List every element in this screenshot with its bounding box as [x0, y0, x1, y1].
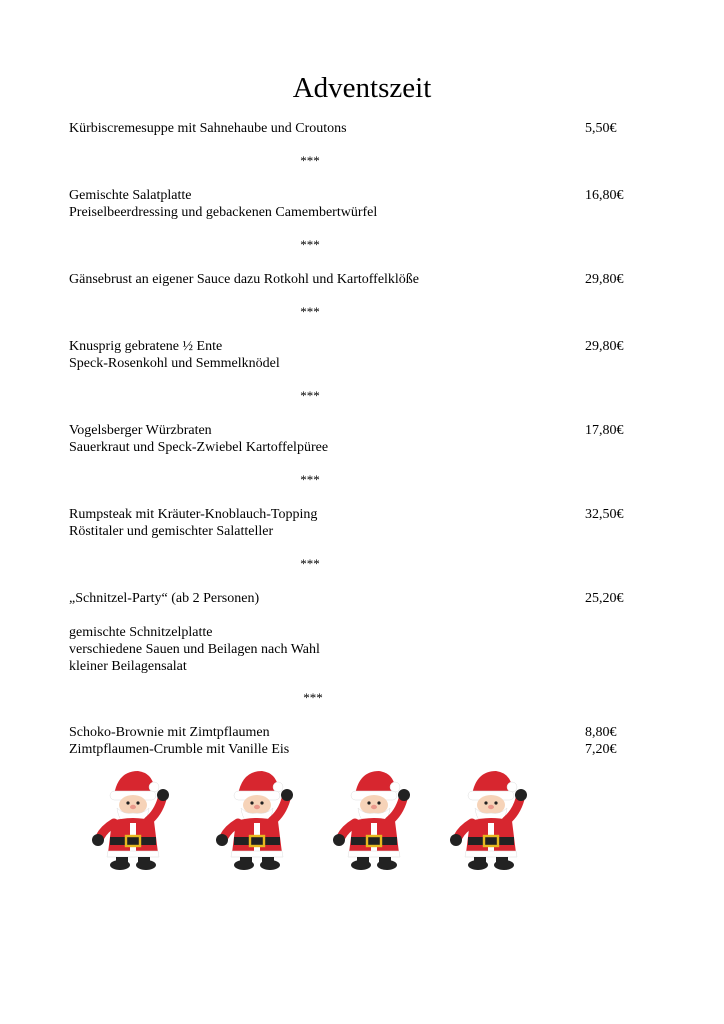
menu-item-name: Gemischte Salatplatte	[69, 188, 192, 203]
menu-item-description: Preiselbeerdressing und gebackenen Camembertwürfel	[69, 205, 378, 220]
separator: ***	[303, 690, 323, 705]
menu-item-price: 17,80€	[585, 423, 624, 438]
menu-item-price: 5,50€	[585, 121, 617, 136]
dessert-price: 7,20€	[585, 742, 617, 757]
santa-icon	[86, 765, 176, 871]
menu-item-description: Sauerkraut und Speck-Zwiebel Kartoffelpüree	[69, 440, 329, 455]
menu-item-price: 29,80€	[585, 272, 624, 287]
menu-title: Adventszeit	[292, 72, 432, 104]
menu-item-name: Kürbiscremesuppe mit Sahnehaube und Croutons	[69, 121, 347, 136]
dessert-name: Zimtpflaumen-Crumble mit Vanille Eis	[69, 742, 290, 757]
separator: ***	[300, 556, 320, 571]
menu-item-detail: verschiedene Sauen und Beilagen nach Wahl	[69, 642, 320, 657]
santa-icon	[327, 765, 417, 871]
dessert-name: Schoko-Brownie mit Zimtpflaumen	[69, 725, 270, 740]
separator: ***	[300, 237, 320, 252]
menu-item-price: 25,20€	[585, 591, 624, 606]
menu-item-name: „Schnitzel-Party“ (ab 2 Personen)	[69, 591, 260, 606]
menu-item-price: 16,80€	[585, 188, 624, 203]
separator: ***	[300, 472, 320, 487]
dessert-price: 8,80€	[585, 725, 617, 740]
separator: ***	[300, 304, 320, 319]
menu-item-description: Röstitaler und gemischter Salatteller	[69, 524, 274, 539]
santa-icon	[210, 765, 300, 871]
separator: ***	[300, 388, 320, 403]
menu-item-price: 32,50€	[585, 507, 624, 522]
santa-icon	[444, 765, 534, 871]
menu-item-name: Rumpsteak mit Kräuter-Knoblauch-Topping	[69, 507, 318, 522]
menu-item-description: Speck-Rosenkohl und Semmelknödel	[69, 356, 280, 371]
menu-item-detail: kleiner Beilagensalat	[69, 659, 187, 674]
menu-item-name: Knusprig gebratene ½ Ente	[69, 339, 223, 354]
menu-item-name: Gänsebrust an eigener Sauce dazu Rotkohl und Kartoffelklöße	[69, 272, 420, 287]
menu-item-detail: gemischte Schnitzelplatte	[69, 625, 213, 640]
menu-item-name: Vogelsberger Würzbraten	[69, 423, 212, 438]
separator: ***	[300, 153, 320, 168]
menu-item-price: 29,80€	[585, 339, 624, 354]
